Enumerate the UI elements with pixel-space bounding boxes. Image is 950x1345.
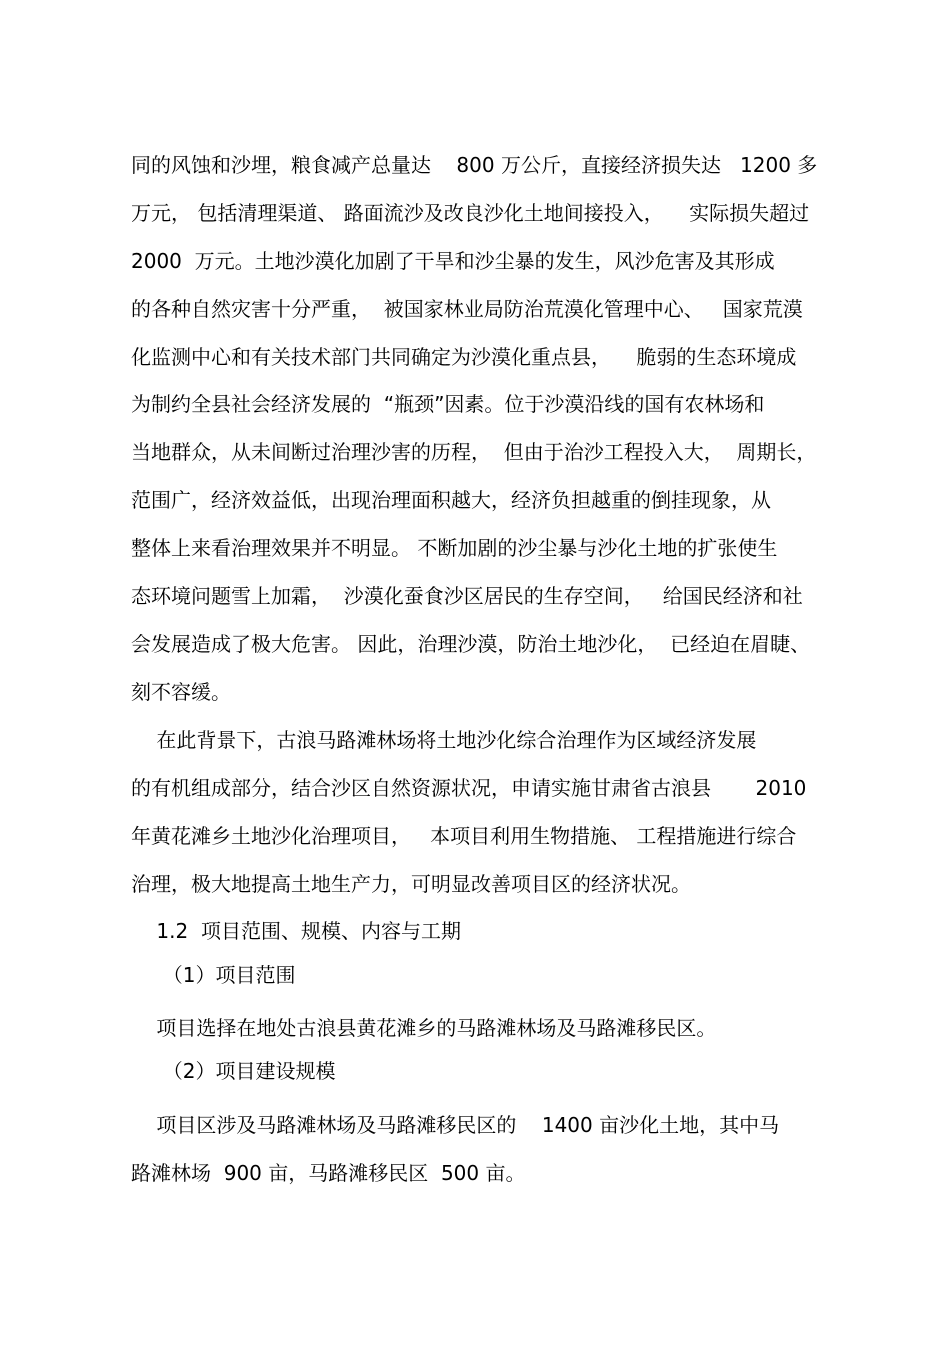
text-line: 刻不容缓。 <box>131 680 231 704</box>
text-line: 同的风蚀和沙埋，粮食减产总量达 800 万公斤，直接经济损失达 1200 多 <box>131 153 818 177</box>
text-line: 项目区涉及马路滩林场及马路滩移民区的 1400 亩沙化土地，其中马 <box>131 1113 780 1137</box>
text-line: 化监测中心和有关技术部门共同确定为沙漠化重点县， 脆弱的生态环境成 <box>131 345 797 369</box>
text-line: 年黄花滩乡土地沙化治理项目， 本项目利用生物措施、 工程措施进行综合 <box>131 824 797 848</box>
text-line: 的有机组成部分，结合沙区自然资源状况，申请实施甘肃省古浪县 2010 <box>131 776 807 800</box>
text-line: 范围广，经济效益低，出现治理面积越大，经济负担越重的倒挂现象，从 <box>131 488 771 512</box>
subsection-heading: （1）项目范围 <box>131 963 296 987</box>
text-line: 当地群众，从未间断过治理沙害的历程， 但由于治沙工程投入大， 周期长， <box>131 440 817 464</box>
text-line: 在此背景下，古浪马路滩林场将土地沙化综合治理作为区域经济发展 <box>131 728 757 752</box>
text-line: 整体上来看治理效果并不明显。 不断加剧的沙尘暴与沙化土地的扩张使生 <box>131 536 778 560</box>
subsection-heading: （2）项目建设规模 <box>131 1059 336 1083</box>
text-line: 治理，极大地提高土地生产力，可明显改善项目区的经济状况。 <box>131 872 691 896</box>
text-line: 态环境问题雪上加霜， 沙漠化蚕食沙区居民的生存空间， 给国民经济和社 <box>131 584 803 608</box>
text-line: 项目选择在地处古浪县黄花滩乡的马路滩林场及马路滩移民区。 <box>131 1016 717 1040</box>
text-line: 2000 万元。土地沙漠化加剧了干旱和沙尘暴的发生，风沙危害及其形成 <box>131 249 775 273</box>
text-line: 会发展造成了极大危害。 因此，治理沙漠，防治土地沙化， 已经迫在眉睫、 <box>131 632 811 656</box>
text-line: 为制约全县社会经济发展的 “瓶颈”因素。位于沙漠沿线的国有农林场和 <box>131 392 765 416</box>
section-heading: 1.2 项目范围、规模、内容与工期 <box>131 919 461 943</box>
text-line: 的各种自然灾害十分严重， 被国家林业局防治荒漠化管理中心、 国家荒漠 <box>131 297 803 321</box>
text-line: 万元， 包括清理渠道、 路面流沙及改良沙化土地间接投入， 实际损失超过 <box>131 201 810 225</box>
text-line: 路滩林场 900 亩，马路滩移民区 500 亩。 <box>131 1161 526 1185</box>
